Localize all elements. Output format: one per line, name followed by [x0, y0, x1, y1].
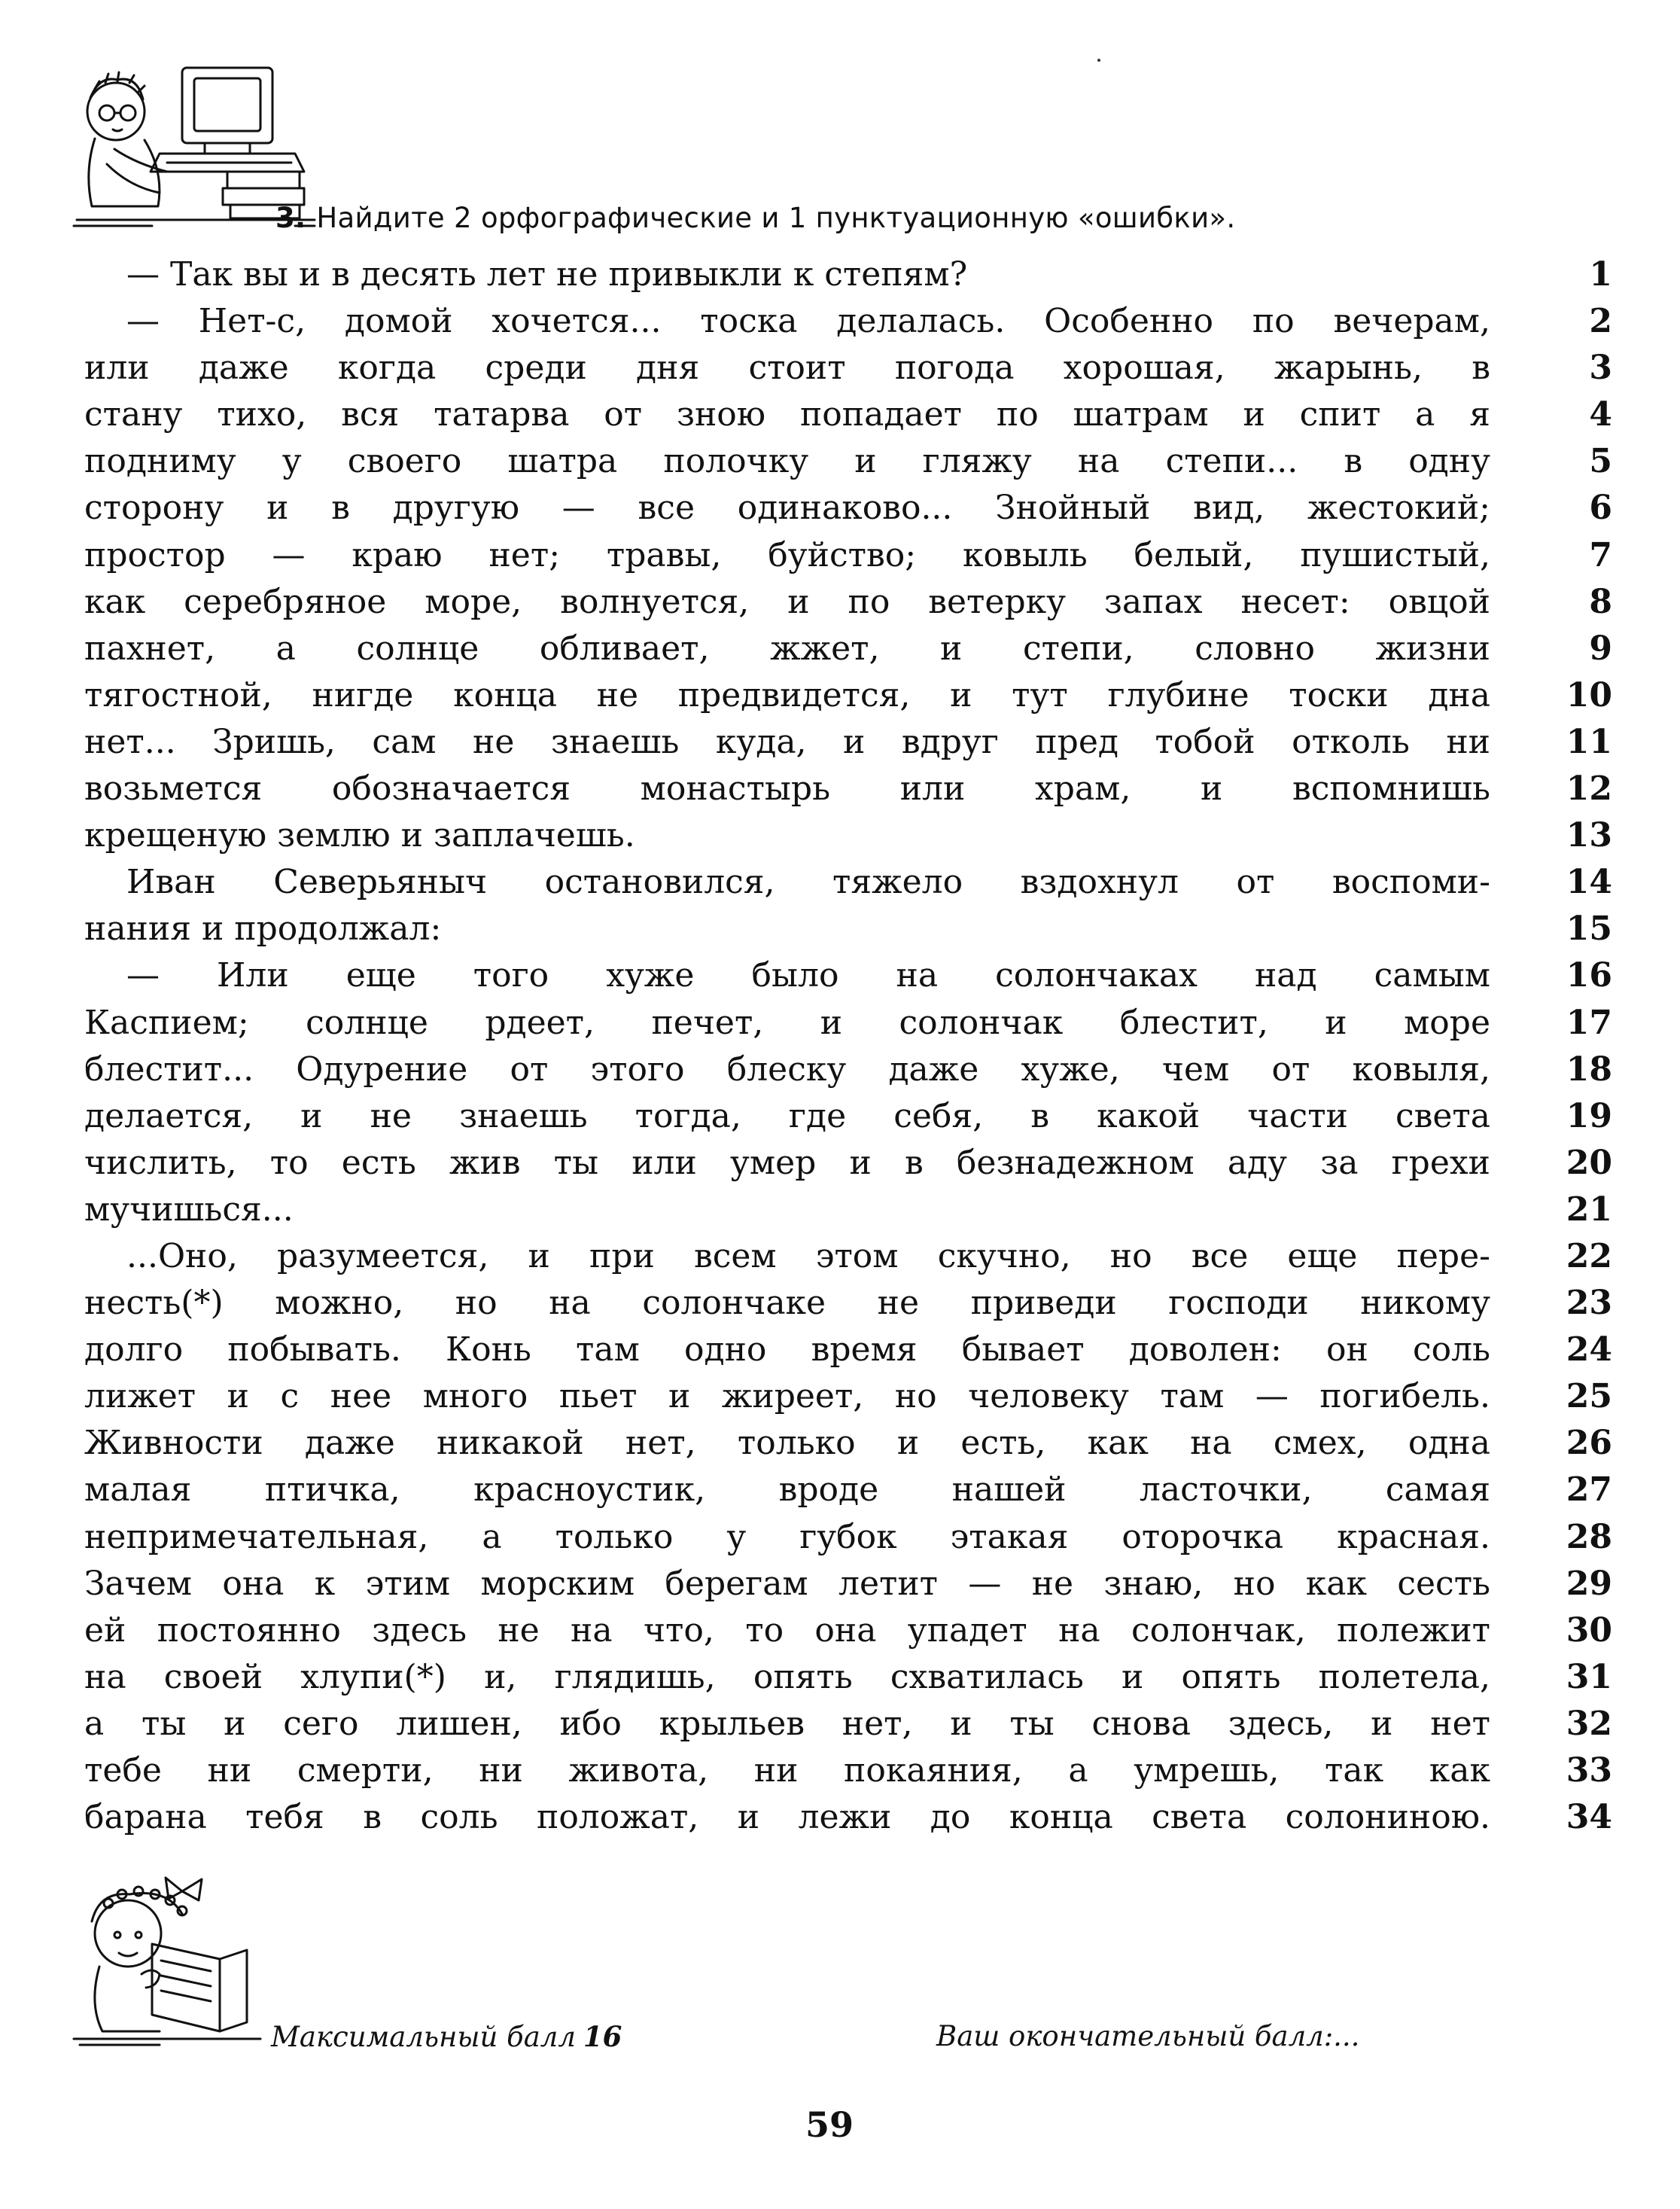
- line-text: стану тихо, вся татарва от зною попадает по шатрам и спит а я: [84, 395, 1490, 434]
- text-line: [84, 392, 1612, 438]
- max-score-label: Максимальный балл: [271, 2021, 576, 2053]
- text-line: [84, 1794, 1612, 1841]
- line-text: нет... Зришь, сам не знаешь куда, и вдруг пред тобой отколь ни: [84, 722, 1490, 761]
- child-reading-illustration: [69, 1861, 265, 2049]
- text-line: [84, 1514, 1612, 1561]
- line-text: ей постоянно здесь не на что, то она упадет на солончак, полежит: [84, 1610, 1490, 1650]
- line-number: 25: [1566, 1377, 1612, 1416]
- line-number: 7: [1589, 535, 1612, 574]
- text-line: [84, 1607, 1612, 1654]
- line-number: 34: [1566, 1798, 1612, 1837]
- line-number: 10: [1566, 675, 1612, 714]
- line-text: на своей хлупи(*) и, глядишь, опять схватилась и опять полетела,: [84, 1657, 1490, 1696]
- text-line: [84, 1747, 1612, 1794]
- line-text: барана тебя в соль положат, и лежи до конца света солониною.: [84, 1798, 1490, 1837]
- line-number: 11: [1566, 722, 1612, 761]
- line-text: простор — краю нет; травы, буйство; ковыль белый, пушистый,: [84, 535, 1490, 574]
- text-line: [84, 1047, 1612, 1093]
- line-number: 1: [1589, 255, 1612, 294]
- final-score: Ваш окончательный балл:...: [936, 2020, 1360, 2052]
- line-number: 30: [1566, 1610, 1612, 1650]
- line-text: — Или еще того хуже было на солончаках над самым: [126, 956, 1490, 995]
- line-text: ...Оно, разумеется, и при всем этом скучно, но все еще пере-: [126, 1236, 1490, 1275]
- text-line: [84, 906, 1612, 952]
- max-score: [271, 2020, 622, 2053]
- max-score-value: 16: [583, 2020, 622, 2053]
- line-number: 20: [1566, 1143, 1612, 1182]
- line-text: Живности даже никакой нет, только и есть, как на смех, одна: [84, 1424, 1490, 1463]
- line-text: долго побывать. Конь там одно время бывает доволен: он соль: [84, 1330, 1490, 1370]
- line-text: лижет и с нее много пьет и жиреет, но человеку там — погибель.: [84, 1377, 1490, 1416]
- text-line: [84, 532, 1612, 579]
- text-line: [84, 485, 1612, 532]
- line-number: 32: [1566, 1704, 1612, 1743]
- line-text: тягостной, нигде конца не предвидется, и тут глубине тоски дна: [84, 675, 1490, 714]
- numbered-text-block: [84, 251, 1612, 1841]
- line-number: 17: [1566, 1003, 1612, 1042]
- line-text: нания и продолжал:: [84, 909, 442, 949]
- line-number: 14: [1566, 863, 1612, 902]
- task-title: [275, 202, 1235, 234]
- text-line: [84, 859, 1612, 906]
- text-line: [84, 1327, 1612, 1373]
- text-line: [84, 345, 1612, 392]
- text-line: [84, 1140, 1612, 1187]
- line-text: тебе ни смерти, ни живота, ни покаяния, а умрешь, так как: [84, 1751, 1490, 1790]
- line-text: блестит... Одурение от этого блеску даже хуже, чем от ковыля,: [84, 1050, 1490, 1089]
- line-text: мучишься...: [84, 1190, 294, 1229]
- text-line: [84, 1654, 1612, 1701]
- text-line: [84, 1280, 1612, 1327]
- line-number: 21: [1566, 1190, 1612, 1229]
- line-text: пахнет, а солнце обливает, жжет, и степи, словно жизни: [84, 629, 1490, 668]
- line-number: 5: [1589, 442, 1612, 481]
- line-text: подниму у своего шатра полочку и гляжу на степи... в одну: [84, 442, 1490, 481]
- text-line: [84, 1561, 1612, 1607]
- line-number: 26: [1566, 1424, 1612, 1463]
- text-line: [84, 672, 1612, 719]
- line-text: Иван Северьяныч остановился, тяжело вздохнул от воспоми-: [126, 863, 1490, 902]
- text-line: [84, 626, 1612, 672]
- line-number: 33: [1566, 1751, 1612, 1790]
- line-number: 4: [1589, 395, 1612, 434]
- text-line: [84, 766, 1612, 812]
- text-line: [84, 579, 1612, 626]
- text-line: [84, 812, 1612, 859]
- line-number: 19: [1566, 1096, 1612, 1135]
- line-text: числить, то есть жив ты или умер и в безнадежном аду за грехи: [84, 1143, 1490, 1182]
- line-number: 23: [1566, 1284, 1612, 1323]
- line-number: 6: [1589, 489, 1612, 528]
- line-number: 24: [1566, 1330, 1612, 1370]
- line-text: или даже когда среди дня стоит погода хорошая, жарынь, в: [84, 349, 1490, 388]
- line-text: сторону и в другую — все одинаково... Знойный вид, жестокий;: [84, 489, 1490, 528]
- line-text: делается, и не знаешь тогда, где себя, в какой части света: [84, 1096, 1490, 1135]
- line-text: как серебряное море, волнуется, и по ветерку запах несет: овцой: [84, 582, 1490, 621]
- page-number: 59: [805, 2104, 854, 2145]
- text-line: [84, 1093, 1612, 1140]
- print-speck: [1097, 59, 1100, 62]
- text-line: [84, 1187, 1612, 1233]
- line-number: 28: [1566, 1517, 1612, 1556]
- line-number: 18: [1566, 1050, 1612, 1089]
- line-text: Зачем она к этим морским берегам летит — не знаю, но как сесть: [84, 1564, 1490, 1603]
- text-line: [84, 1701, 1612, 1747]
- text-line: [84, 952, 1612, 999]
- line-number: 2: [1589, 302, 1612, 341]
- line-text: — Так вы и в десять лет не привыкли к степям?: [126, 255, 968, 294]
- task-number: 3.: [275, 202, 306, 234]
- text-line: [84, 1233, 1612, 1280]
- line-number: 29: [1566, 1564, 1612, 1603]
- line-number: 9: [1589, 629, 1612, 668]
- line-number: 15: [1566, 909, 1612, 949]
- text-line: [84, 438, 1612, 485]
- line-text: крещеную землю и заплачешь.: [84, 816, 635, 855]
- task-instruction: Найдите 2 орфографические и 1 пунктуационную «ошибки».: [316, 202, 1236, 234]
- text-line: [84, 298, 1612, 345]
- line-number: 27: [1566, 1470, 1612, 1510]
- line-number: 3: [1589, 349, 1612, 388]
- line-text: — Нет-с, домой хочется... тоска делалась. Особенно по вечерам,: [126, 302, 1490, 341]
- line-text: возьмется обозначается монастырь или храм, и вспомнишь: [84, 769, 1490, 809]
- line-text: несть(*) можно, но на солончаке не приведи господи никому: [84, 1284, 1490, 1323]
- text-line: [84, 719, 1612, 766]
- line-number: 8: [1589, 582, 1612, 621]
- text-line: [84, 1000, 1612, 1047]
- text-line: [84, 1373, 1612, 1420]
- text-line: [84, 1420, 1612, 1467]
- line-text: а ты и сего лишен, ибо крыльев нет, и ты снова здесь, и нет: [84, 1704, 1490, 1743]
- line-text: малая птичка, красноустик, вроде нашей ласточки, самая: [84, 1470, 1490, 1510]
- line-text: Каспием; солнце рдеет, печет, и солончак блестит, и море: [84, 1003, 1490, 1042]
- line-text: непримечательная, а только у губок этакая оторочка красная.: [84, 1517, 1490, 1556]
- line-number: 13: [1566, 816, 1612, 855]
- line-number: 16: [1566, 956, 1612, 995]
- text-line: [84, 251, 1612, 298]
- line-number: 22: [1566, 1236, 1612, 1275]
- text-line: [84, 1467, 1612, 1513]
- line-number: 12: [1566, 769, 1612, 809]
- line-number: 31: [1566, 1657, 1612, 1696]
